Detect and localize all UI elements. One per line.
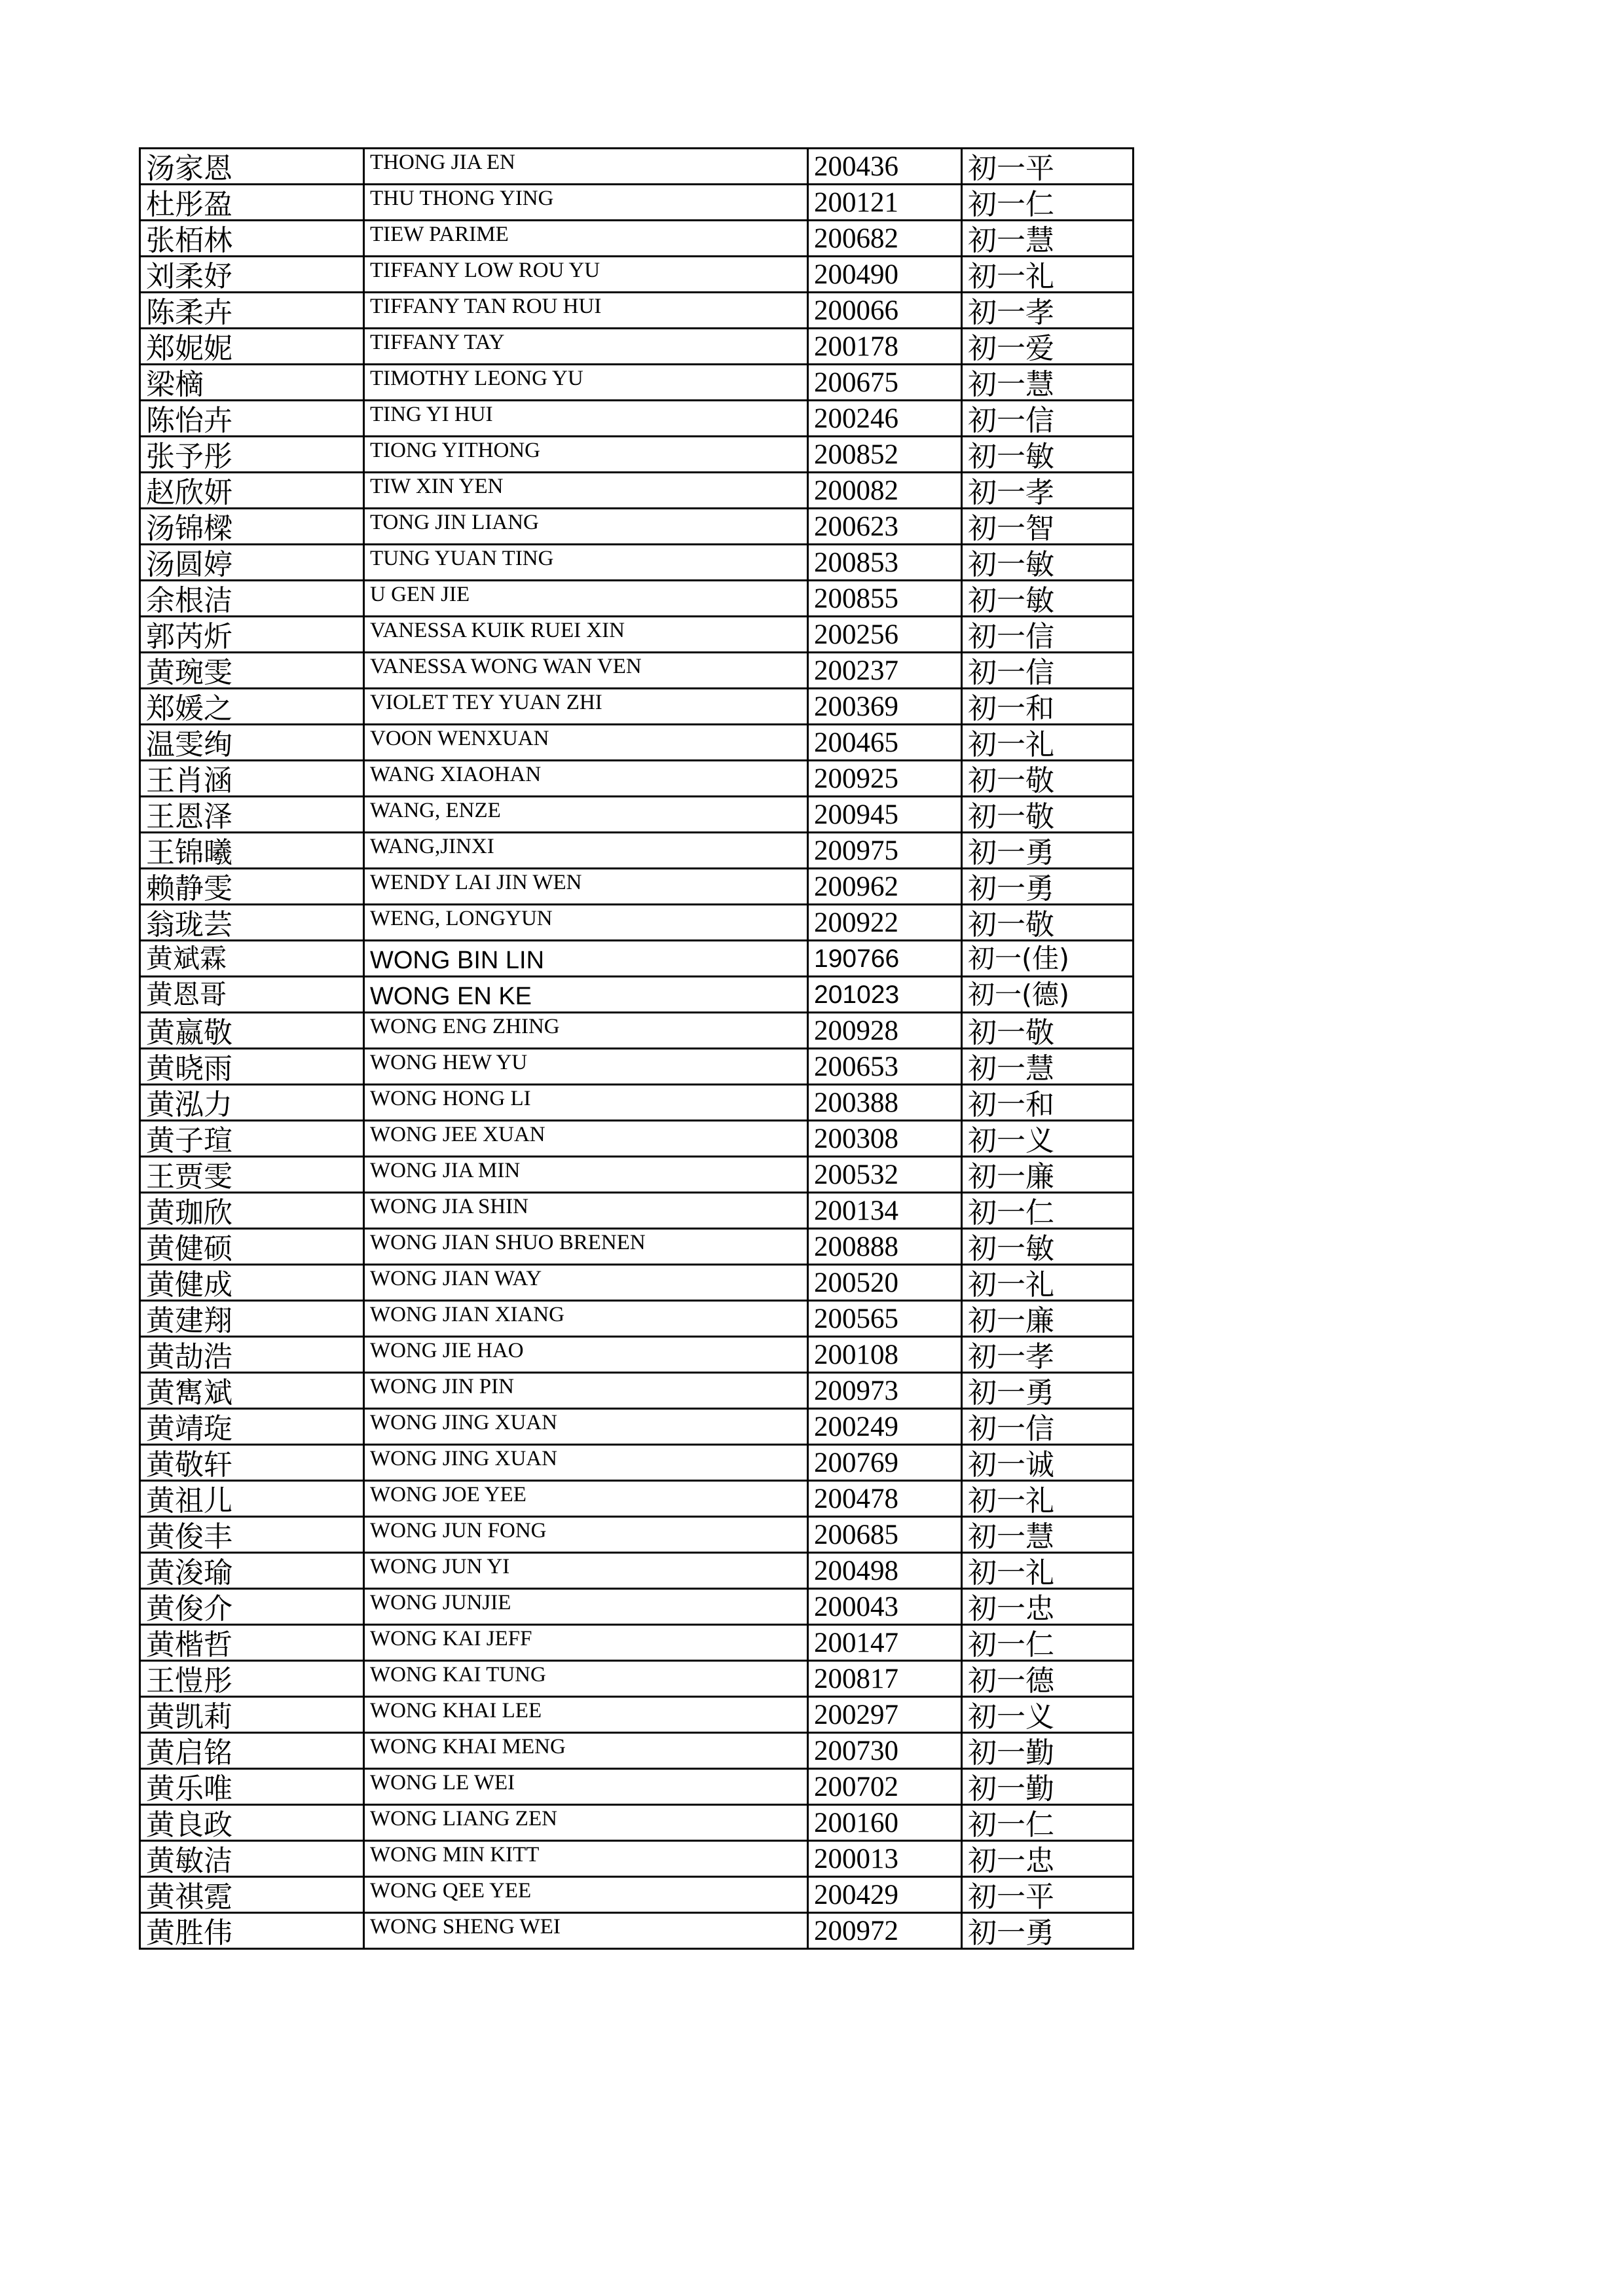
student-id-cell: 200246 [808, 401, 962, 437]
table-row [140, 1805, 1134, 1841]
english-name-cell: WONG KAI JEFF [364, 1625, 808, 1661]
chinese-name-cell: 黄泓力 [140, 1085, 364, 1121]
chinese-name-cell: 黄珈欣 [140, 1193, 364, 1229]
english-name-cell: WONG JUN YI [364, 1553, 808, 1589]
student-id-cell: 200249 [808, 1409, 962, 1445]
student-id-cell: 200308 [808, 1121, 962, 1157]
class-cell: 初一敬 [962, 797, 1134, 833]
class-cell: 初一义 [962, 1121, 1134, 1157]
chinese-name-cell: 黄启铭 [140, 1733, 364, 1769]
class-cell: 初一礼 [962, 1481, 1134, 1517]
english-name-cell: WONG KAI TUNG [364, 1661, 808, 1697]
chinese-name-cell: 黄建翔 [140, 1301, 364, 1337]
table-row [140, 509, 1134, 545]
table-row [140, 1625, 1134, 1661]
class-cell: 初一平 [962, 149, 1134, 185]
class-cell: 初一勤 [962, 1733, 1134, 1769]
class-cell: 初一仁 [962, 1193, 1134, 1229]
english-name-cell: TIMOTHY LEONG YU [364, 365, 808, 401]
student-id-cell: 200945 [808, 797, 962, 833]
student-id-cell: 200436 [808, 149, 962, 185]
english-name-cell: TIEW PARIME [364, 221, 808, 257]
class-cell: 初一敬 [962, 905, 1134, 941]
student-id-cell: 200478 [808, 1481, 962, 1517]
chinese-name-cell: 郭芮炘 [140, 617, 364, 653]
class-cell: 初一廉 [962, 1157, 1134, 1193]
table-row [140, 185, 1134, 221]
chinese-name-cell: 温雯绚 [140, 725, 364, 761]
table-row [140, 1121, 1134, 1157]
english-name-cell: TIFFANY TAN ROU HUI [364, 293, 808, 329]
table-row [140, 473, 1134, 509]
student-id-cell: 200498 [808, 1553, 962, 1589]
table-row [140, 905, 1134, 941]
chinese-name-cell: 黄恩哥 [140, 977, 364, 1013]
english-name-cell: WONG EN KE [364, 977, 808, 1013]
english-name-cell: THU THONG YING [364, 185, 808, 221]
student-id-cell: 200855 [808, 581, 962, 617]
class-cell: 初一勇 [962, 833, 1134, 869]
english-name-cell: TIONG YITHONG [364, 437, 808, 473]
chinese-name-cell: 黄乐唯 [140, 1769, 364, 1805]
class-cell: 初一廉 [962, 1301, 1134, 1337]
student-id-cell: 200108 [808, 1337, 962, 1373]
class-cell: 初一慧 [962, 365, 1134, 401]
table-row [140, 1733, 1134, 1769]
english-name-cell: WONG JIA SHIN [364, 1193, 808, 1229]
table-row [140, 401, 1134, 437]
table-row [140, 1769, 1134, 1805]
class-cell: 初一义 [962, 1697, 1134, 1733]
student-id-cell: 200013 [808, 1841, 962, 1877]
table-row [140, 149, 1134, 185]
student-id-cell: 200852 [808, 437, 962, 473]
english-name-cell: WONG HONG LI [364, 1085, 808, 1121]
class-cell: 初一敬 [962, 1013, 1134, 1049]
table-row [140, 1337, 1134, 1373]
class-cell: 初一忠 [962, 1589, 1134, 1625]
english-name-cell: WONG LE WEI [364, 1769, 808, 1805]
table-row [140, 1265, 1134, 1301]
chinese-name-cell: 黄楷哲 [140, 1625, 364, 1661]
english-name-cell: WONG JOE YEE [364, 1481, 808, 1517]
class-cell: 初一礼 [962, 257, 1134, 293]
student-id-cell: 200702 [808, 1769, 962, 1805]
table-row [140, 653, 1134, 689]
chinese-name-cell: 黄嬴敬 [140, 1013, 364, 1049]
student-id-cell: 200429 [808, 1877, 962, 1913]
english-name-cell: WONG JUNJIE [364, 1589, 808, 1625]
class-cell: 初一和 [962, 1085, 1134, 1121]
class-cell: 初一信 [962, 653, 1134, 689]
chinese-name-cell: 杜彤盈 [140, 185, 364, 221]
chinese-name-cell: 黄敬轩 [140, 1445, 364, 1481]
chinese-name-cell: 王恩泽 [140, 797, 364, 833]
chinese-name-cell: 汤家恩 [140, 149, 364, 185]
class-cell: 初一孝 [962, 473, 1134, 509]
class-cell: 初一敬 [962, 761, 1134, 797]
class-cell: 初一(德) [962, 977, 1134, 1013]
class-cell: 初一孝 [962, 293, 1134, 329]
table-row [140, 1085, 1134, 1121]
class-cell: 初一慧 [962, 1517, 1134, 1553]
student-id-cell: 200520 [808, 1265, 962, 1301]
class-cell: 初一信 [962, 1409, 1134, 1445]
chinese-name-cell: 黄晓雨 [140, 1049, 364, 1085]
chinese-name-cell: 陈怡卉 [140, 401, 364, 437]
english-name-cell: TING YI HUI [364, 401, 808, 437]
table-row [140, 725, 1134, 761]
english-name-cell: VANESSA WONG WAN VEN [364, 653, 808, 689]
student-id-cell: 200066 [808, 293, 962, 329]
chinese-name-cell: 黄健硕 [140, 1229, 364, 1265]
class-cell: 初一礼 [962, 1265, 1134, 1301]
chinese-name-cell: 黄子瑄 [140, 1121, 364, 1157]
table-row [140, 1013, 1134, 1049]
student-id-cell: 200160 [808, 1805, 962, 1841]
chinese-name-cell: 汤圆婷 [140, 545, 364, 581]
chinese-name-cell: 黄俊丰 [140, 1517, 364, 1553]
student-id-cell: 200817 [808, 1661, 962, 1697]
english-name-cell: WONG LIANG ZEN [364, 1805, 808, 1841]
chinese-name-cell: 黄祺霓 [140, 1877, 364, 1913]
english-name-cell: WONG KHAI LEE [364, 1697, 808, 1733]
table-row [140, 329, 1134, 365]
student-id-cell: 200623 [808, 509, 962, 545]
student-id-cell: 200043 [808, 1589, 962, 1625]
english-name-cell: TONG JIN LIANG [364, 509, 808, 545]
table-row [140, 221, 1134, 257]
table-row [140, 1697, 1134, 1733]
chinese-name-cell: 黄胜伟 [140, 1913, 364, 1949]
english-name-cell: WONG KHAI MENG [364, 1733, 808, 1769]
table-row [140, 617, 1134, 653]
english-name-cell: WONG JEE XUAN [364, 1121, 808, 1157]
table-row [140, 1517, 1134, 1553]
chinese-name-cell: 郑妮妮 [140, 329, 364, 365]
student-id-cell: 200972 [808, 1913, 962, 1949]
english-name-cell: TUNG YUAN TING [364, 545, 808, 581]
chinese-name-cell: 郑媛之 [140, 689, 364, 725]
class-cell: 初一敏 [962, 1229, 1134, 1265]
english-name-cell: WANG,JINXI [364, 833, 808, 869]
student-id-cell: 200973 [808, 1373, 962, 1409]
table-row [140, 1661, 1134, 1697]
chinese-name-cell: 王贾雯 [140, 1157, 364, 1193]
chinese-name-cell: 黄斌霖 [140, 941, 364, 977]
chinese-name-cell: 黄劼浩 [140, 1337, 364, 1373]
english-name-cell: WONG HEW YU [364, 1049, 808, 1085]
chinese-name-cell: 刘柔妤 [140, 257, 364, 293]
class-cell: 初一敏 [962, 545, 1134, 581]
student-id-cell: 200962 [808, 869, 962, 905]
chinese-name-cell: 陈柔卉 [140, 293, 364, 329]
class-cell: 初一忠 [962, 1841, 1134, 1877]
english-name-cell: VOON WENXUAN [364, 725, 808, 761]
student-id-cell: 200134 [808, 1193, 962, 1229]
english-name-cell: WONG JING XUAN [364, 1409, 808, 1445]
table-row [140, 1301, 1134, 1337]
student-id-cell: 200147 [808, 1625, 962, 1661]
english-name-cell: TIFFANY TAY [364, 329, 808, 365]
table-row [140, 797, 1134, 833]
chinese-name-cell: 张予彤 [140, 437, 364, 473]
english-name-cell: WONG JIE HAO [364, 1337, 808, 1373]
student-id-cell: 200925 [808, 761, 962, 797]
english-name-cell: THONG JIA EN [364, 149, 808, 185]
class-cell: 初一勇 [962, 1913, 1134, 1949]
class-cell: 初一慧 [962, 221, 1134, 257]
student-id-cell: 200369 [808, 689, 962, 725]
table-row [140, 437, 1134, 473]
english-name-cell: TIFFANY LOW ROU YU [364, 257, 808, 293]
student-id-cell: 200922 [808, 905, 962, 941]
student-id-cell: 200388 [808, 1085, 962, 1121]
class-cell: 初一勇 [962, 1373, 1134, 1409]
table-row [140, 941, 1134, 977]
student-id-cell: 200975 [808, 833, 962, 869]
english-name-cell: WANG XIAOHAN [364, 761, 808, 797]
table-row [140, 1193, 1134, 1229]
english-name-cell: WONG JIAN WAY [364, 1265, 808, 1301]
english-name-cell: WONG JIAN SHUO BRENEN [364, 1229, 808, 1265]
class-cell: 初一智 [962, 509, 1134, 545]
student-id-cell: 200297 [808, 1697, 962, 1733]
chinese-name-cell: 翁珑芸 [140, 905, 364, 941]
class-cell: 初一仁 [962, 1805, 1134, 1841]
chinese-name-cell: 黄浚瑜 [140, 1553, 364, 1589]
student-id-cell: 200256 [808, 617, 962, 653]
student-id-cell: 190766 [808, 941, 962, 977]
class-cell: 初一仁 [962, 185, 1134, 221]
student-id-cell: 200178 [808, 329, 962, 365]
table-row [140, 1409, 1134, 1445]
class-cell: 初一礼 [962, 1553, 1134, 1589]
student-id-cell: 200565 [808, 1301, 962, 1337]
class-cell: 初一(佳) [962, 941, 1134, 977]
table-row [140, 1157, 1134, 1193]
chinese-name-cell: 黄凯莉 [140, 1697, 364, 1733]
student-id-cell: 200237 [808, 653, 962, 689]
class-cell: 初一诚 [962, 1445, 1134, 1481]
table-row [140, 257, 1134, 293]
table-row [140, 581, 1134, 617]
table-row [140, 869, 1134, 905]
chinese-name-cell: 赵欣妍 [140, 473, 364, 509]
chinese-name-cell: 张栢林 [140, 221, 364, 257]
student-id-cell: 200685 [808, 1517, 962, 1553]
class-cell: 初一孝 [962, 1337, 1134, 1373]
chinese-name-cell: 王锦曦 [140, 833, 364, 869]
class-cell: 初一敏 [962, 437, 1134, 473]
table-row [140, 1553, 1134, 1589]
student-id-cell: 200769 [808, 1445, 962, 1481]
chinese-name-cell: 黄良政 [140, 1805, 364, 1841]
table-row [140, 1877, 1134, 1913]
chinese-name-cell: 黄琬雯 [140, 653, 364, 689]
english-name-cell: WONG JIN PIN [364, 1373, 808, 1409]
student-id-cell: 200490 [808, 257, 962, 293]
student-id-cell: 201023 [808, 977, 962, 1013]
chinese-name-cell: 黄俊介 [140, 1589, 364, 1625]
table-row [140, 293, 1134, 329]
student-id-cell: 200465 [808, 725, 962, 761]
english-name-cell: U GEN JIE [364, 581, 808, 617]
english-name-cell: WONG JUN FONG [364, 1517, 808, 1553]
chinese-name-cell: 黄敏洁 [140, 1841, 364, 1877]
class-cell: 初一德 [962, 1661, 1134, 1697]
student-id-cell: 200928 [808, 1013, 962, 1049]
student-roster-table [139, 147, 1134, 1950]
student-id-cell: 200730 [808, 1733, 962, 1769]
english-name-cell: WONG ENG ZHING [364, 1013, 808, 1049]
chinese-name-cell: 黄健成 [140, 1265, 364, 1301]
table-row [140, 365, 1134, 401]
table-row [140, 1445, 1134, 1481]
class-cell: 初一礼 [962, 725, 1134, 761]
student-id-cell: 200082 [808, 473, 962, 509]
english-name-cell: VANESSA KUIK RUEI XIN [364, 617, 808, 653]
chinese-name-cell: 黄寯斌 [140, 1373, 364, 1409]
table-row [140, 977, 1134, 1013]
table-row [140, 689, 1134, 725]
student-id-cell: 200682 [808, 221, 962, 257]
class-cell: 初一敏 [962, 581, 1134, 617]
chinese-name-cell: 王肖涵 [140, 761, 364, 797]
student-id-cell: 200853 [808, 545, 962, 581]
english-name-cell: WONG JIA MIN [364, 1157, 808, 1193]
table-row [140, 1913, 1134, 1949]
chinese-name-cell: 王愷彤 [140, 1661, 364, 1697]
student-roster-body [140, 149, 1134, 1949]
chinese-name-cell: 余根洁 [140, 581, 364, 617]
english-name-cell: WONG JING XUAN [364, 1445, 808, 1481]
table-row [140, 545, 1134, 581]
class-cell: 初一爱 [962, 329, 1134, 365]
english-name-cell: WANG, ENZE [364, 797, 808, 833]
class-cell: 初一勇 [962, 869, 1134, 905]
chinese-name-cell: 汤锦樑 [140, 509, 364, 545]
english-name-cell: TIW XIN YEN [364, 473, 808, 509]
english-name-cell: WONG BIN LIN [364, 941, 808, 977]
class-cell: 初一信 [962, 617, 1134, 653]
english-name-cell: WONG JIAN XIANG [364, 1301, 808, 1337]
english-name-cell: VIOLET TEY YUAN ZHI [364, 689, 808, 725]
english-name-cell: WONG QEE YEE [364, 1877, 808, 1913]
student-id-cell: 200888 [808, 1229, 962, 1265]
class-cell: 初一慧 [962, 1049, 1134, 1085]
student-id-cell: 200121 [808, 185, 962, 221]
english-name-cell: WONG MIN KITT [364, 1841, 808, 1877]
table-row [140, 1481, 1134, 1517]
table-row [140, 1373, 1134, 1409]
english-name-cell: WENDY LAI JIN WEN [364, 869, 808, 905]
class-cell: 初一平 [962, 1877, 1134, 1913]
student-id-cell: 200532 [808, 1157, 962, 1193]
table-row [140, 1229, 1134, 1265]
table-row [140, 1049, 1134, 1085]
student-id-cell: 200675 [808, 365, 962, 401]
english-name-cell: WENG, LONGYUN [364, 905, 808, 941]
table-row [140, 1841, 1134, 1877]
student-id-cell: 200653 [808, 1049, 962, 1085]
english-name-cell: WONG SHENG WEI [364, 1913, 808, 1949]
class-cell: 初一仁 [962, 1625, 1134, 1661]
chinese-name-cell: 黄祖儿 [140, 1481, 364, 1517]
table-row [140, 833, 1134, 869]
class-cell: 初一和 [962, 689, 1134, 725]
table-row [140, 1589, 1134, 1625]
class-cell: 初一信 [962, 401, 1134, 437]
chinese-name-cell: 赖静雯 [140, 869, 364, 905]
chinese-name-cell: 梁樀 [140, 365, 364, 401]
class-cell: 初一勤 [962, 1769, 1134, 1805]
table-row [140, 761, 1134, 797]
chinese-name-cell: 黄靖琁 [140, 1409, 364, 1445]
